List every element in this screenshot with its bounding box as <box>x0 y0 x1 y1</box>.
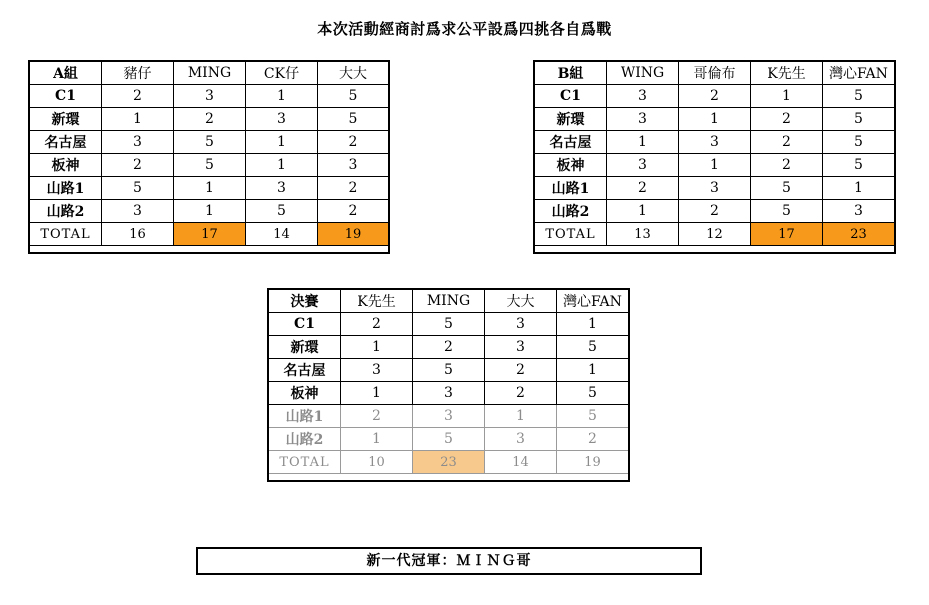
score-cell: 1 <box>174 200 246 223</box>
score-cell: 3 <box>679 131 751 154</box>
track-label: 山路1 <box>535 177 607 200</box>
player-header: 大大 <box>318 62 389 85</box>
track-label: 板神 <box>30 154 102 177</box>
track-label: C1 <box>269 313 341 336</box>
score-cell: 3 <box>413 405 485 428</box>
score-cell: 2 <box>485 359 557 382</box>
total-cell-qualified: 17 <box>751 223 823 246</box>
score-cell: 3 <box>823 200 895 223</box>
score-cell: 3 <box>102 131 174 154</box>
table-row <box>30 85 389 108</box>
total-cell: 13 <box>607 223 679 246</box>
score-cell: 3 <box>246 177 318 200</box>
score-cell: 2 <box>607 177 679 200</box>
table-row <box>535 131 895 154</box>
total-cell-qualified: 23 <box>823 223 895 246</box>
total-label: TOTAL <box>269 451 341 474</box>
track-label: 山路1 <box>30 177 102 200</box>
score-cell: 1 <box>751 85 823 108</box>
player-header: WING <box>607 62 679 85</box>
track-label: 板神 <box>535 154 607 177</box>
score-cell: 5 <box>413 359 485 382</box>
total-cell: 16 <box>102 223 174 246</box>
score-cell: 2 <box>318 200 389 223</box>
total-cell: 14 <box>485 451 557 474</box>
total-cell: 12 <box>679 223 751 246</box>
player-header: K先生 <box>751 62 823 85</box>
table-row <box>269 336 629 359</box>
total-cell: 10 <box>341 451 413 474</box>
score-cell: 5 <box>823 131 895 154</box>
header-row <box>535 62 895 85</box>
table-row <box>535 108 895 131</box>
table-row <box>30 200 389 223</box>
total-cell-qualified: 17 <box>174 223 246 246</box>
track-label: 板神 <box>269 382 341 405</box>
table-row <box>269 405 629 428</box>
score-cell: 1 <box>341 382 413 405</box>
total-cell: 19 <box>557 451 629 474</box>
track-label: C1 <box>535 85 607 108</box>
score-cell: 3 <box>246 108 318 131</box>
total-label: TOTAL <box>535 223 607 246</box>
table-row <box>30 131 389 154</box>
player-header: 灣心FAN <box>557 290 629 313</box>
score-cell: 1 <box>485 405 557 428</box>
score-cell: 5 <box>557 382 629 405</box>
score-cell: 1 <box>341 336 413 359</box>
track-label: 名古屋 <box>535 131 607 154</box>
group-b-table <box>534 61 895 246</box>
score-cell: 2 <box>751 154 823 177</box>
score-cell: 1 <box>557 359 629 382</box>
score-cell: 1 <box>174 177 246 200</box>
final-table <box>268 289 629 474</box>
score-cell: 1 <box>823 177 895 200</box>
score-cell: 3 <box>485 336 557 359</box>
score-cell: 5 <box>823 85 895 108</box>
track-label: 新環 <box>269 336 341 359</box>
score-cell: 3 <box>102 200 174 223</box>
score-cell: 5 <box>557 405 629 428</box>
score-cell: 2 <box>341 313 413 336</box>
score-cell: 3 <box>485 313 557 336</box>
score-cell: 2 <box>341 405 413 428</box>
table-row <box>269 382 629 405</box>
table-row <box>30 108 389 131</box>
score-cell: 2 <box>751 131 823 154</box>
score-cell: 1 <box>679 154 751 177</box>
table-row <box>30 177 389 200</box>
total-cell-qualified: 19 <box>318 223 389 246</box>
player-header: K先生 <box>341 290 413 313</box>
score-cell: 1 <box>246 85 318 108</box>
score-cell: 1 <box>246 131 318 154</box>
score-cell: 2 <box>751 108 823 131</box>
total-row <box>30 223 389 246</box>
track-label: C1 <box>30 85 102 108</box>
track-label: 名古屋 <box>269 359 341 382</box>
score-cell: 1 <box>607 200 679 223</box>
score-cell: 2 <box>557 428 629 451</box>
score-cell: 1 <box>557 313 629 336</box>
score-cell: 1 <box>246 154 318 177</box>
track-label: 名古屋 <box>30 131 102 154</box>
score-cell: 5 <box>413 313 485 336</box>
group-a-table <box>29 61 389 246</box>
player-header: MING <box>413 290 485 313</box>
total-cell-winner: 23 <box>413 451 485 474</box>
score-cell: 3 <box>679 177 751 200</box>
table-row <box>535 200 895 223</box>
table-row <box>535 85 895 108</box>
score-cell: 5 <box>751 200 823 223</box>
total-label: TOTAL <box>30 223 102 246</box>
score-cell: 3 <box>174 85 246 108</box>
score-cell: 1 <box>102 108 174 131</box>
total-row <box>535 223 895 246</box>
header-row <box>30 62 389 85</box>
track-label: 山路2 <box>269 428 341 451</box>
score-cell: 5 <box>246 200 318 223</box>
score-cell: 2 <box>102 85 174 108</box>
table-row <box>269 313 629 336</box>
champion-banner: 新一代冠軍：ＭＩＮＧ哥 <box>196 547 702 575</box>
score-cell: 5 <box>174 154 246 177</box>
score-cell: 5 <box>174 131 246 154</box>
score-cell: 5 <box>751 177 823 200</box>
score-cell: 3 <box>413 382 485 405</box>
player-header: MING <box>174 62 246 85</box>
score-cell: 5 <box>823 108 895 131</box>
table-row <box>535 154 895 177</box>
total-row <box>269 451 629 474</box>
player-header: 豬仔 <box>102 62 174 85</box>
score-cell: 3 <box>318 154 389 177</box>
score-cell: 2 <box>318 177 389 200</box>
table-row <box>30 154 389 177</box>
score-cell: 2 <box>679 200 751 223</box>
score-cell: 2 <box>318 131 389 154</box>
score-cell: 2 <box>485 382 557 405</box>
final-label: 決賽 <box>269 290 341 313</box>
score-cell: 3 <box>485 428 557 451</box>
player-header: 灣心FAN <box>823 62 895 85</box>
score-cell: 5 <box>413 428 485 451</box>
score-cell: 1 <box>679 108 751 131</box>
table-row <box>535 177 895 200</box>
score-cell: 5 <box>102 177 174 200</box>
total-cell: 14 <box>246 223 318 246</box>
score-cell: 3 <box>607 108 679 131</box>
header-row <box>269 290 629 313</box>
track-label: 山路1 <box>269 405 341 428</box>
track-label: 新環 <box>30 108 102 131</box>
score-cell: 3 <box>607 85 679 108</box>
score-cell: 5 <box>823 154 895 177</box>
table-row <box>269 359 629 382</box>
group-label: B組 <box>535 62 607 85</box>
score-cell: 1 <box>607 131 679 154</box>
score-cell: 2 <box>413 336 485 359</box>
track-label: 山路2 <box>535 200 607 223</box>
group-label: A組 <box>30 62 102 85</box>
score-cell: 3 <box>607 154 679 177</box>
score-cell: 5 <box>318 85 389 108</box>
score-cell: 3 <box>341 359 413 382</box>
track-label: 山路2 <box>30 200 102 223</box>
player-header: CK仔 <box>246 62 318 85</box>
table-row <box>269 428 629 451</box>
score-cell: 5 <box>318 108 389 131</box>
score-cell: 2 <box>174 108 246 131</box>
track-label: 新環 <box>535 108 607 131</box>
score-cell: 2 <box>102 154 174 177</box>
player-header: 大大 <box>485 290 557 313</box>
player-header: 哥倫布 <box>679 62 751 85</box>
score-cell: 2 <box>679 85 751 108</box>
score-cell: 1 <box>341 428 413 451</box>
page-title: 本次活動經商討爲求公平設爲四挑各自爲戰 <box>317 20 612 38</box>
score-cell: 5 <box>557 336 629 359</box>
